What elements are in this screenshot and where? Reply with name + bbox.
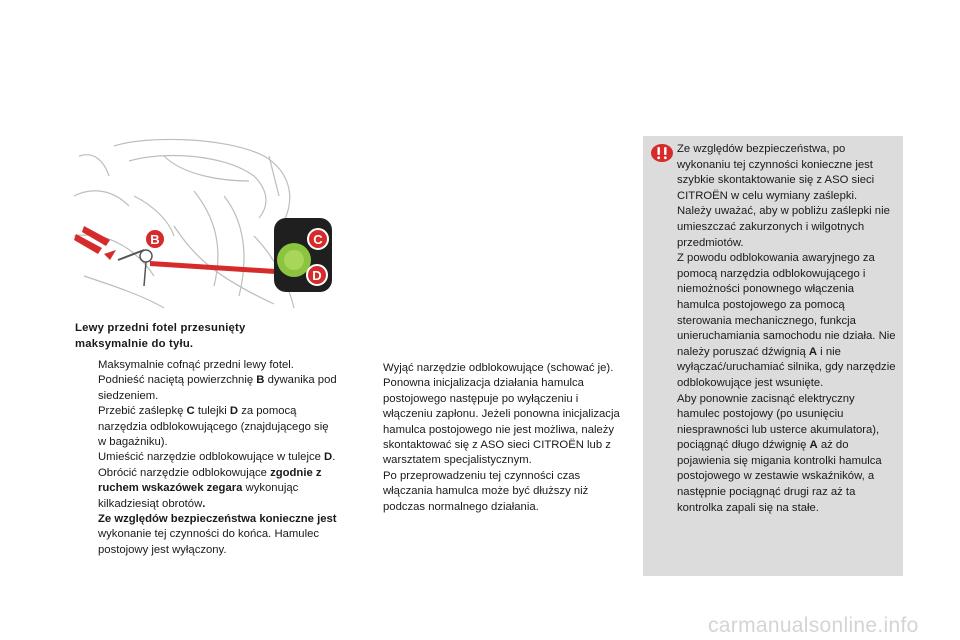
steps-list-left: [75, 358, 337, 558]
label-b: B: [150, 232, 160, 247]
list-item: Umieścić narzędzie odblokowujące w tulejce D.: [98, 451, 336, 464]
list-item: Po przeprowadzeniu tej czynności czas włączania hamulca może być dłuższy niż podczas normalnego działania.: [383, 469, 589, 513]
label-d: D: [312, 268, 322, 283]
illustration-caption: [75, 320, 335, 352]
seat-illustration: [74, 136, 332, 310]
steps-list-right: [360, 361, 622, 515]
list-item: Maksymalnie cofnąć przedni lewy fotel.: [98, 359, 294, 371]
caption-line-2: maksymalnie do tyłu.: [75, 338, 194, 350]
watermark: carmanualsonline.info: [708, 614, 919, 637]
list-item: Wyjąć narzędzie odblokowujące (schować je).: [383, 362, 614, 374]
warning-paragraph: Należy uważać, aby w pobliżu zaślepki nie umieszczać zakurzonych i wilgotnych przedmiotów.: [677, 205, 890, 249]
list-item: Obrócić narzędzie odblokowujące zgodnie z ruchem wskazówek zegara wykonując kilkadziesiąt obrotów. Ze względów bezpieczeństwa konieczne jest wykonanie tej czynności do końca. Hamulec postojowy jest wyłączony.: [98, 466, 337, 556]
warning-box: [643, 136, 903, 576]
warning-exclamation-icon: [651, 144, 673, 162]
list-item: Przebić zaślepkę C tulejki D za pomocą narzędzia odblokowującego (znajdującego się w bagażniku).: [98, 405, 329, 449]
list-item: Ponowna inicjalizacja działania hamulca postojowego następuje po wyłączeniu i włączeniu zapłonu. Jeżeli ponowna inicjalizacja hamulca postojowego nie jest możliwa, należy skontaktować się z ASO sieci CITROËN lub z warsztatem specjalistycznym.: [383, 377, 620, 467]
warning-paragraph: Ze względów bezpieczeństwa, po wykonaniu tej czynności konieczne jest szybkie skontaktowanie się z ASO sieci CITROËN w celu wymiany zaślepki.: [677, 143, 875, 202]
warning-text: [677, 142, 899, 516]
caption-line-1: Lewy przedni fotel przesunięty: [75, 322, 246, 334]
warning-paragraph: Z powodu odblokowania awaryjnego za pomocą narzędzia odblokowującego i niemożności ponownego włączenia hamulca postojowego za pomocą sterowania mechanicznego, funkcja unieruchamiania samochodu nie działa. Nie należy poruszać dźwignią A i nie wyłączać/uruchamiać silnika, gdy narzędzie odblokowujące jest wsunięte.: [677, 252, 896, 389]
arrow-icon: [74, 226, 116, 260]
warning-paragraph: Aby ponownie zacisnąć elektryczny hamulec postojowy (po usunięciu niesprawności lub usterce akumulatora), pociągnąć długo dźwignię A aż do pojawienia się migania kontrolki hamulca postojowego w zestawie wskaźników, a następnie pociągnąć drugi raz aż ta kontrolka zapali się na stałe.: [677, 392, 882, 514]
label-c: C: [313, 232, 323, 247]
list-item: Podnieść naciętą powierzchnię B dywanika pod siedzeniem.: [98, 374, 337, 402]
cover-detail-icon: [274, 218, 332, 292]
seat-drawing: [74, 136, 332, 310]
